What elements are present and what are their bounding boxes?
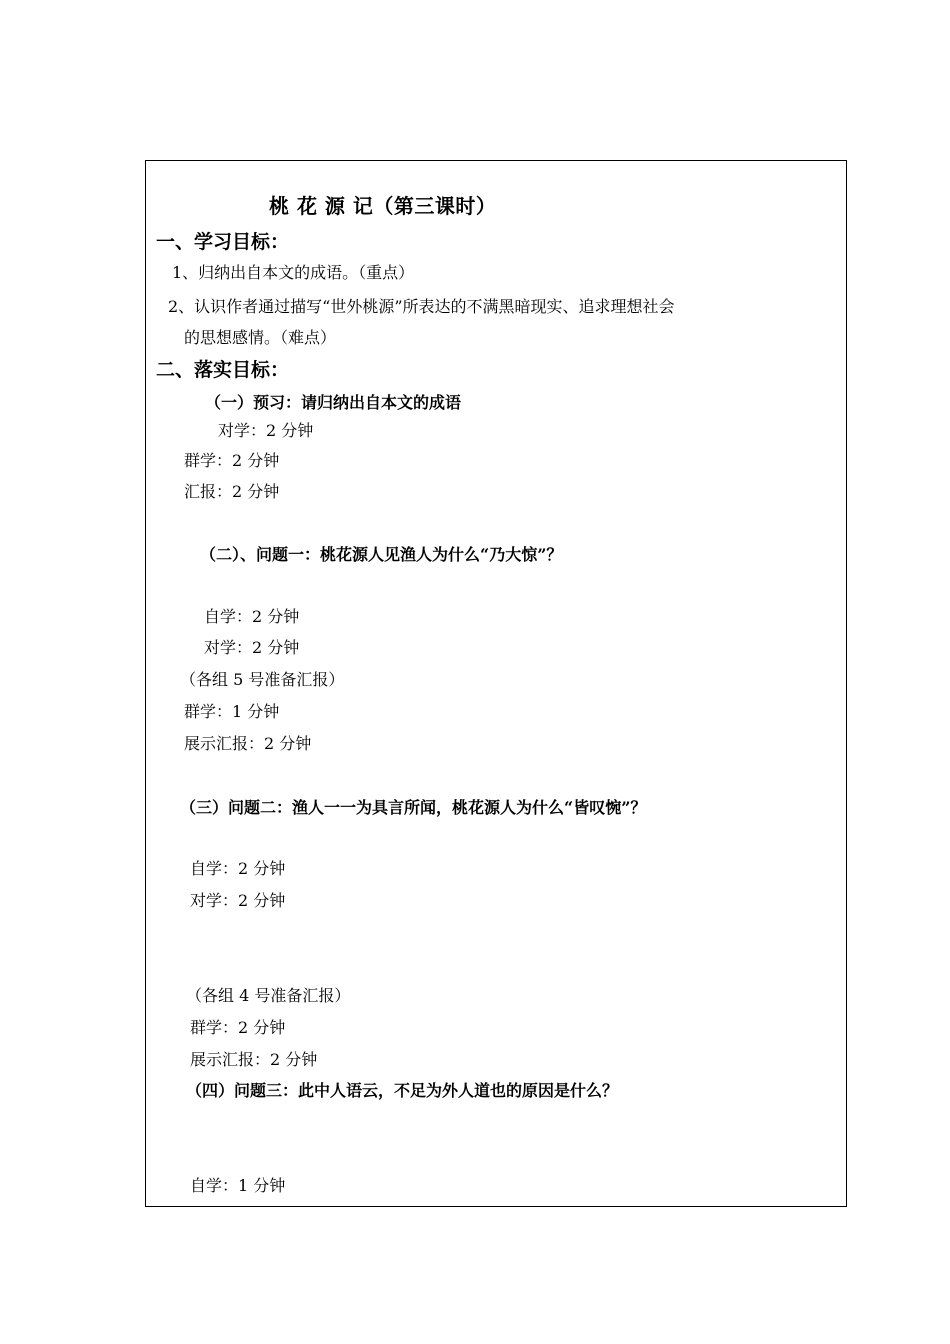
part-3-line: （各组 4 号准备汇报）: [186, 986, 351, 1005]
part-2-line: 对学：2 分钟: [204, 638, 300, 657]
part-3-line: 对学：2 分钟: [190, 891, 286, 910]
goal-item-2-line-2: 的思想感情。（难点）: [184, 328, 337, 347]
goal-item-1: 1、归纳出自本文的成语。（重点）: [172, 263, 415, 282]
part-4-title: （四）问题三：此中人语云，不足为外人道也的原因是什么？: [186, 1081, 619, 1100]
part-2-line: 展示汇报：2 分钟: [184, 734, 312, 753]
part-1-line: 群学：2 分钟: [184, 451, 280, 470]
part-2-title: （二）、问题一：桃花源人见渔人为什么“乃大惊”？: [200, 545, 563, 564]
goal-item-2-line-1: 2、认识作者通过描写“世外桃源”所表达的不满黑暗现实、追求理想社会: [168, 297, 675, 316]
part-3-line: 自学：2 分钟: [190, 859, 286, 878]
part-1-line: 对学：2 分钟: [218, 421, 314, 440]
part-3-line: 群学：2 分钟: [190, 1018, 286, 1037]
part-2-line: 群学：1 分钟: [184, 702, 280, 721]
part-1-title: （一）预习：请归纳出自本文的成语: [205, 393, 462, 412]
part-4-line: 自学：1 分钟: [190, 1176, 286, 1195]
document-frame: [145, 160, 847, 1207]
section-heading-goals: 一、学习目标：: [156, 231, 290, 253]
part-1-line: 汇报：2 分钟: [184, 482, 280, 501]
part-2-line: 自学：2 分钟: [204, 607, 300, 626]
document-title: 桃 花 源 记（第三课时）: [269, 194, 497, 218]
part-3-line: 展示汇报：2 分钟: [190, 1050, 318, 1069]
part-3-title: （三）问题二：渔人一一为具言所闻，桃花源人为什么“皆叹惋”？: [180, 798, 647, 817]
part-2-line: （各组 5 号准备汇报）: [180, 670, 345, 689]
section-heading-implement: 二、落实目标：: [156, 359, 290, 381]
